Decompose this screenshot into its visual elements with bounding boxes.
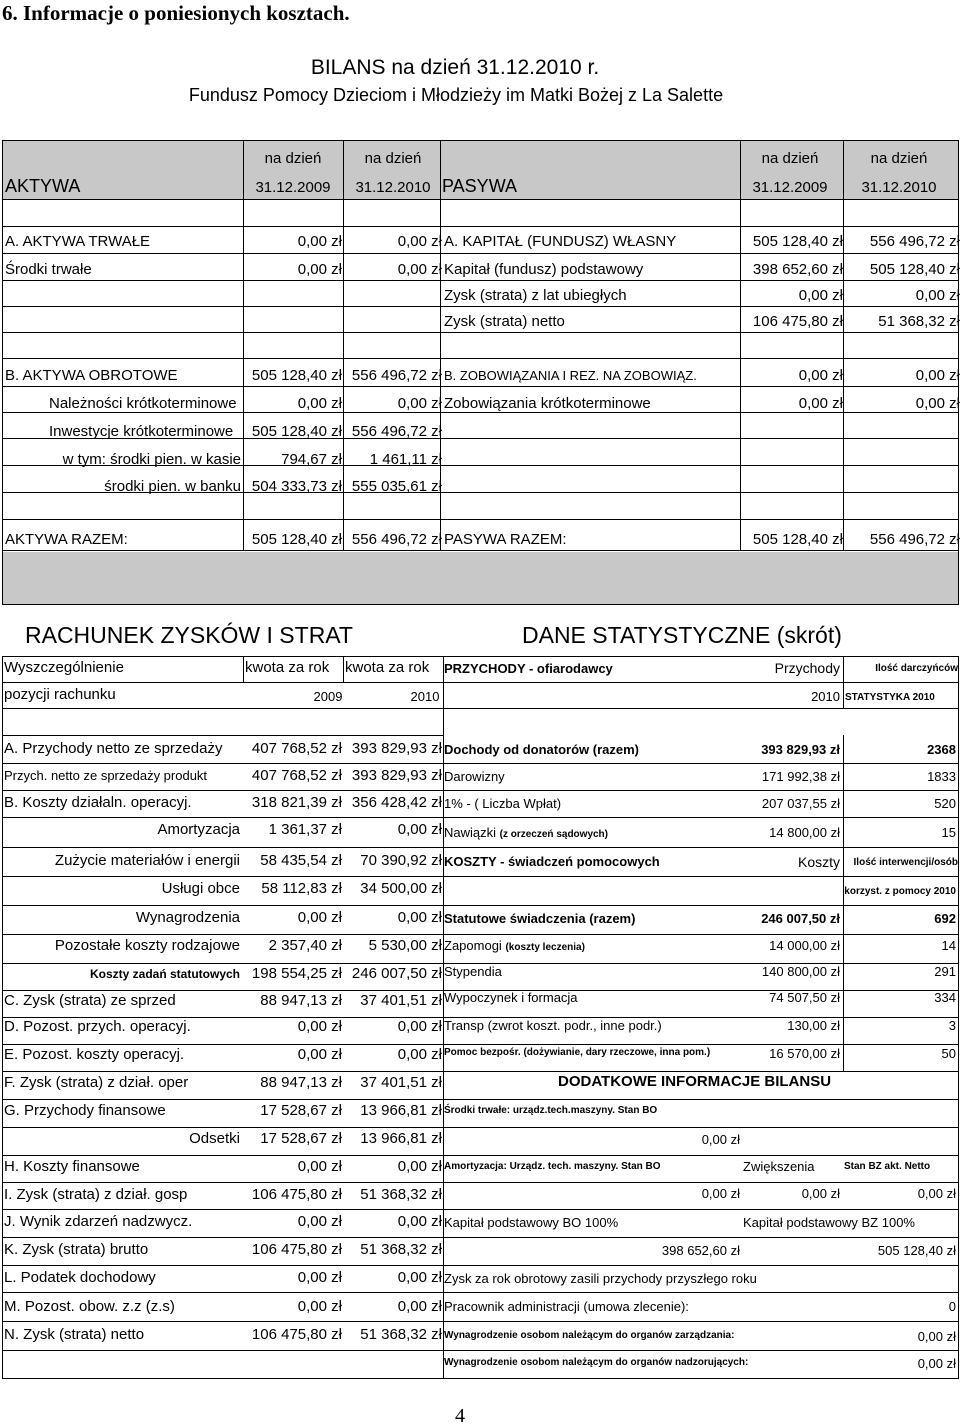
wyn-zarzadzania-value: 0,00 zł (917, 1329, 956, 1344)
rzis-row-2010: 51 368,32 zł (360, 1241, 442, 1258)
rzis-row-2009: 58 112,83 zł (261, 880, 342, 897)
rzis-row-2009: 88 947,13 zł (260, 1074, 342, 1091)
pasywa-razem-2009: 505 128,40 zł (752, 531, 843, 548)
grid-line (443, 1378, 959, 1379)
year-2009: 2009 (313, 689, 343, 704)
rzis-row-label: A. Przychody netto ze sprzedaży (4, 740, 223, 757)
rzis-row-2010: 34 500,00 zł (360, 880, 442, 897)
grid-line (2, 412, 959, 413)
rzis-row-label: H. Koszty finansowe (4, 1158, 140, 1175)
grid-line (2, 905, 443, 906)
grid-line (2, 790, 443, 791)
kapital-wlasny-2010: 556 496,72 zł (869, 233, 960, 250)
grid-line (443, 1237, 959, 1238)
kapital-bz-value: 505 128,40 zł (877, 1243, 956, 1258)
bank-2010: 555 035,61 zł (351, 478, 442, 495)
aktywa-razem-2010: 556 496,72 zł (351, 531, 442, 548)
naleznosci-2010: 0,00 zł (397, 395, 442, 412)
kapital-bz-label: Kapitał podstawowy BZ 100% (743, 1215, 915, 1230)
wplat-label: 1% - ( Liczba Wpłat) (444, 796, 562, 811)
kasa-2009: 794,67 zł (281, 451, 342, 468)
rzis-row-2010: 393 829,93 zł (351, 767, 442, 784)
rzis-row-2010: 37 401,51 zł (360, 1074, 442, 1091)
darczyncow-col: Ilość darczyńców (875, 663, 958, 674)
rzis-row-label: E. Pozost. koszty operacyj. (4, 1046, 185, 1063)
organization-name: Fundusz Pomocy Dzieciom i Młodzieży im Matki Bożej z La Salette (188, 85, 724, 105)
grid-line (2, 358, 959, 359)
zysk-netto-2010: 51 368,32 zł (878, 313, 960, 330)
pomoc-value: 16 570,00 zł (769, 1046, 840, 1061)
statystyka-2010: STATYSTYKA 2010 (845, 692, 935, 703)
aktywa-razem-label: AKTYWA RAZEM: (5, 531, 128, 548)
rzis-row-2010: 0,00 zł (397, 1269, 442, 1286)
rzis-row-2009: 0,00 zł (297, 1269, 342, 1286)
pasywa-header: PASYWA (442, 176, 518, 196)
aktywa-trwale-2010: 0,00 zł (397, 233, 442, 250)
rzis-row-2009: 407 768,52 zł (251, 767, 342, 784)
rzis-row-2010: 0,00 zł (397, 1298, 442, 1315)
rzis-row-2009: 0,00 zł (297, 1018, 342, 1035)
page-number: 4 (455, 1405, 465, 1427)
grid-line (443, 682, 959, 683)
rzis-row-2009: 106 475,80 zł (251, 1326, 342, 1343)
rzis-row-label: Amortyzacja (157, 821, 240, 838)
grid-line (2, 1321, 443, 1322)
korzyst-col: korzyst. z pomocy 2010 (844, 886, 956, 897)
srodki-trwale-2009: 0,00 zł (297, 261, 342, 278)
aktywa-header: AKTYWA (5, 176, 81, 196)
rzis-row-2009: 88 947,13 zł (260, 992, 342, 1009)
zobowiazania-krotko-2009: 0,00 zł (798, 395, 843, 412)
rzis-row-2009: 407 768,52 zł (251, 740, 342, 757)
zwiekszenia-label: Zwiększenia (743, 1159, 815, 1174)
kapital-podstawowy-2010: 505 128,40 zł (869, 261, 960, 278)
rzis-row-2009: 318 821,39 zł (251, 794, 342, 811)
rzis-row-2010: 0,00 zł (397, 821, 442, 838)
aktywa-trwale-label: A. AKTYWA TRWAŁE (5, 233, 151, 250)
darowizny-label: Darowizny (444, 769, 505, 784)
zapomogi-label (444, 939, 585, 953)
pozycji-rachunku-label: pozycji rachunku (4, 686, 116, 703)
zapomogi-note: (koszty leczenia) (505, 942, 585, 953)
amort-zwiekszenia-value: 0,00 zł (801, 1186, 840, 1201)
grid-line (2, 990, 443, 991)
rzis-row-2010: 0,00 zł (397, 909, 442, 926)
zysk-lat-ubieglych-label: Zysk (strata) z lat ubiegłych (444, 287, 627, 304)
col-date-2009: 31.12.2009 (255, 179, 331, 196)
pasywa-razem-label: PASYWA RAZEM: (444, 531, 567, 548)
col-date-2010: 31.12.2010 (355, 179, 431, 196)
darowizny-count: 1833 (927, 769, 956, 784)
nawiazki-note: (z orzeczeń sądowych) (499, 829, 608, 840)
rzis-row-label: Usługi obce (161, 880, 240, 897)
grid-line (243, 656, 244, 682)
rzis-row-label: G. Przychody finansowe (4, 1102, 166, 1119)
stat-year-2010: 2010 (811, 689, 840, 704)
srodki-trwale-2010: 0,00 zł (397, 261, 442, 278)
stan-bz-label: Stan BZ akt. Netto (844, 1161, 931, 1172)
amort-bo-value: 0,00 zł (701, 1186, 740, 1201)
kwota-2009-header: kwota za rok (245, 659, 330, 676)
rzis-row-label: D. Pozost. przych. operacyj. (4, 1018, 191, 1035)
zapomogi-count: 14 (941, 938, 956, 953)
rzis-row-2010: 13 966,81 zł (360, 1130, 442, 1147)
grid-line (2, 332, 959, 333)
grid-line (2, 226, 959, 227)
pracownik-value: 0 (948, 1299, 956, 1314)
naleznosci-label: Należności krótkoterminowe (49, 395, 237, 412)
statutowe-count: 692 (934, 911, 956, 926)
rzis-row-2010: 356 428,42 zł (351, 794, 442, 811)
pasywa-razem-2010: 556 496,72 zł (869, 531, 960, 548)
year-2010: 2010 (410, 689, 440, 704)
grid-line (2, 735, 443, 736)
inwestycje-2010: 556 496,72 zł (351, 423, 442, 440)
col-date-2009-pasywa: 31.12.2009 (752, 179, 828, 196)
col-na-dzien-3: na dzień (761, 150, 819, 167)
rzis-row-2009: 58 435,54 zł (260, 852, 342, 869)
zysk-netto-label: Zysk (strata) netto (444, 313, 565, 330)
grid-line (2, 306, 959, 307)
rzis-row-2010: 51 368,32 zł (360, 1186, 442, 1203)
kapital-podstawowy-label: Kapitał (fundusz) podstawowy (444, 261, 644, 278)
nawiazki-label (444, 826, 608, 840)
aktywa-obrotowe-2010: 556 496,72 zł (351, 367, 442, 384)
statutowe-label: Statutowe świadczenia (razem) (444, 911, 636, 926)
rzis-row-2009: 198 554,25 zł (251, 965, 342, 982)
rzis-title: RACHUNEK ZYSKÓW I STRAT (25, 622, 353, 648)
kapital-bo-label: Kapitał podstawowy BO 100% (444, 1215, 619, 1230)
grid-line (443, 847, 959, 848)
wypoczynek-label: Wypoczynek i formacja (444, 990, 578, 1005)
grid-line (443, 1044, 959, 1045)
grid-line (2, 708, 443, 709)
grid-line (2, 1350, 443, 1351)
grid-line (2, 934, 443, 935)
grid-line (2, 1155, 443, 1156)
grid-line (2, 763, 443, 764)
grid-line (443, 876, 959, 877)
zysk-note: Zysk za rok obrotowy zasili przychody przyszłego roku (444, 1271, 757, 1286)
grid-line (443, 763, 959, 764)
grid-line (2, 550, 959, 551)
nawiazki-text: Nawiązki (444, 825, 497, 840)
dochody-label: Dochody od donatorów (razem) (444, 742, 639, 757)
grid-line (2, 1071, 443, 1072)
rzis-row-2009: 1 361,37 zł (268, 821, 342, 838)
rzis-row-2010: 51 368,32 zł (360, 1326, 442, 1343)
dodatkowe-title: DODATKOWE INFORMACJE BILANSU (558, 1073, 832, 1090)
grid-line (443, 1350, 959, 1351)
statutowe-value: 246 007,50 zł (761, 911, 840, 926)
wplat-value: 207 037,55 zł (761, 796, 840, 811)
zobowiazania-krotko-label: Zobowiązania krótkoterminowe (444, 395, 651, 412)
grid-line (2, 682, 443, 683)
zapomogi-value: 14 000,00 zł (769, 938, 840, 953)
zobowiazania-krotko-2010: 0,00 zł (915, 395, 960, 412)
grid-line (2, 253, 959, 254)
rzis-row-2009: 2 357,40 zł (268, 937, 342, 954)
pracownik-label: Pracownik administracji (umowa zlecenie): (444, 1299, 689, 1314)
grid-line (443, 905, 959, 906)
kapital-podstawowy-2009: 398 652,60 zł (752, 261, 843, 278)
grid-line (443, 708, 959, 709)
przychody-col: Przychody (774, 660, 840, 676)
grid-line (2, 656, 443, 657)
rzis-row-2010: 0,00 zł (397, 1046, 442, 1063)
rzis-row-2009: 106 475,80 zł (251, 1241, 342, 1258)
pomoc-label: Pomoc bezpośr. (dożywianie, dary rzeczowe, inna pom.) (444, 1047, 711, 1058)
zobowiazania-2009: 0,00 zł (798, 367, 843, 384)
grid-line (2, 140, 959, 141)
grid-line (2, 1265, 443, 1266)
grid-line (2, 280, 959, 281)
rzis-row-label: F. Zysk (strata) z dział. oper (4, 1074, 189, 1091)
wyn-nadzorujacych-value: 0,00 zł (917, 1356, 956, 1371)
nawiazki-value: 14 800,00 zł (769, 825, 840, 840)
rzis-row-label: L. Podatek dochodowy (4, 1269, 156, 1286)
kasa-label: w tym: środki pien. w kasie (62, 451, 241, 468)
grid-line (443, 934, 959, 935)
stat-title: DANE STATYSTYCZNE (skrót) (522, 622, 842, 648)
nawiazki-count: 15 (941, 825, 956, 840)
bilans-title: BILANS na dzień 31.12.2010 r. (310, 56, 600, 79)
kapital-wlasny-2009: 505 128,40 zł (752, 233, 843, 250)
col-na-dzien-4: na dzień (870, 150, 928, 167)
rzis-row-2010: 393 829,93 zł (351, 740, 442, 757)
grid-line (443, 656, 959, 657)
transp-label: Transp (zwrot koszt. podr., inne podr.) (444, 1018, 662, 1033)
grid-line (2, 847, 443, 848)
pomoc-count: 50 (941, 1046, 956, 1061)
rzis-row-2009: 0,00 zł (297, 1158, 342, 1175)
rzis-row-2010: 5 530,00 zł (368, 937, 442, 954)
rzis-row-2009: 0,00 zł (297, 909, 342, 926)
zobowiazania-label: B. ZOBOWIĄZANIA I REZ. NA ZOBOWIĄZ. (444, 368, 697, 383)
grid-line (2, 1099, 443, 1100)
rzis-row-label: C. Zysk (strata) ze sprzed (4, 992, 176, 1009)
grid-line (2, 604, 959, 605)
zobowiazania-2010: 0,00 zł (915, 367, 960, 384)
grid-line (2, 519, 959, 520)
rzis-row-2010: 246 007,50 zł (351, 965, 442, 982)
rzis-row-label: Wynagrodzenia (135, 909, 240, 926)
grid-line (443, 1182, 959, 1183)
amortyzacja-stan-label: Amortyzacja: Urządz. tech. maszyny. Stan BO (444, 1161, 661, 1172)
rzis-row-2009: 17 528,67 zł (260, 1102, 342, 1119)
aktywa-trwale-2009: 0,00 zł (297, 233, 342, 250)
grid-line (2, 140, 3, 604)
rzis-row-2010: 13 966,81 zł (360, 1102, 442, 1119)
rzis-row-2010: 37 401,51 zł (360, 992, 442, 1009)
srodki-trwale-stan-value: 0,00 zł (701, 1132, 740, 1147)
rzis-row-label: Koszty zadań statutowych (89, 967, 240, 981)
grid-line (2, 817, 443, 818)
bank-label: środki pien. w banku (104, 478, 241, 495)
stypendia-label: Stypendia (444, 964, 502, 979)
section-heading: 6. Informacje o poniesionych kosztach. (2, 1, 350, 25)
wyn-zarzadzania-label: Wynagrodzenie osobom należącym do organów zarządzania: (444, 1330, 735, 1341)
rzis-row-2009: 0,00 zł (297, 1046, 342, 1063)
grid-line (2, 386, 959, 387)
grid-line (443, 1321, 959, 1322)
kwota-2010-header: kwota za rok (345, 659, 430, 676)
inwestycje-2009: 505 128,40 zł (251, 423, 342, 440)
rzis-row-label: K. Zysk (strata) brutto (4, 1241, 149, 1258)
grid-line (2, 1044, 443, 1045)
kasa-2010: 1 461,11 zł (369, 451, 442, 468)
rzis-row-label: N. Zysk (strata) netto (4, 1326, 145, 1343)
wplat-count: 520 (934, 796, 956, 811)
koszty-col: Koszty (797, 854, 840, 870)
grid-line (2, 199, 959, 200)
rzis-row-2010: 0,00 zł (397, 1158, 442, 1175)
aktywa-razem-2009: 505 128,40 zł (251, 531, 342, 548)
grid-line (443, 1099, 959, 1100)
grid-line (443, 1265, 959, 1266)
col-na-dzien-1: na dzień (264, 150, 322, 167)
wyn-nadzorujacych-label: Wynagrodzenie osobom należącym do organów nadzorujących: (444, 1357, 749, 1368)
inwestycje-label: Inwestycje krótkoterminowe (49, 423, 234, 440)
grid-line (2, 1209, 443, 1210)
grid-line (443, 1071, 959, 1072)
srodki-trwale-label: Środki trwałe (5, 261, 92, 278)
rzis-row-label: Pozostałe koszty rodzajowe (54, 937, 240, 954)
grid-line (443, 1155, 959, 1156)
grid-line (443, 1209, 959, 1210)
grid-line (2, 876, 443, 877)
rzis-row-2009: 0,00 zł (297, 1298, 342, 1315)
zapomogi-text: Zapomogi (444, 938, 502, 953)
bank-2009: 504 333,73 zł (251, 478, 342, 495)
interwencji-col: Ilość interwencji/osób (853, 857, 958, 868)
wypoczynek-value: 74 507,50 zł (769, 990, 840, 1005)
grid-line (443, 1127, 959, 1128)
rzis-row-2009: 106 475,80 zł (251, 1186, 342, 1203)
rzis-row-2010: 70 390,92 zł (360, 852, 442, 869)
rzis-row-label: J. Wynik zdarzeń nadzwycz. (4, 1213, 193, 1230)
stypendia-count: 291 (934, 964, 956, 979)
kapital-bo-value: 398 652,60 zł (661, 1243, 740, 1258)
darowizny-value: 171 992,38 zł (761, 769, 840, 784)
kapital-wlasny-label: A. KAPITAŁ (FUNDUSZ) WŁASNY (444, 233, 677, 250)
rzis-row-2009: 0,00 zł (297, 1213, 342, 1230)
rzis-row-label: I. Zysk (strata) z dział. gosp (4, 1186, 188, 1203)
col-na-dzien-2: na dzień (364, 150, 422, 167)
aktywa-obrotowe-label: B. AKTYWA OBROTOWE (5, 367, 178, 384)
rzis-row-label: Odsetki (189, 1130, 240, 1147)
zysk-netto-2009: 106 475,80 zł (752, 313, 843, 330)
grid-line (443, 963, 959, 964)
zysk-lat-ubieglych-2009: 0,00 zł (798, 287, 843, 304)
aktywa-obrotowe-2009: 505 128,40 zł (251, 367, 342, 384)
dochody-count: 2368 (927, 742, 956, 757)
zysk-lat-ubieglych-2010: 0,00 zł (915, 287, 960, 304)
col-date-2010-pasywa: 31.12.2010 (861, 179, 937, 196)
transp-count: 3 (948, 1018, 956, 1033)
grid-line (343, 656, 344, 682)
grid-line (443, 817, 959, 818)
grid-line (2, 1237, 443, 1238)
srodki-trwale-stan-label: Środki trwałe: urządz.tech.maszyny. Stan BO (444, 1105, 658, 1116)
grid-line (2, 963, 443, 964)
grid-line (2, 1182, 443, 1183)
rzis-row-2010: 0,00 zł (397, 1018, 442, 1035)
naleznosci-2009: 0,00 zł (297, 395, 342, 412)
wypoczynek-count: 334 (934, 990, 956, 1005)
dochody-value: 393 829,93 zł (761, 742, 840, 757)
rzis-row-2009: 17 528,67 zł (260, 1130, 342, 1147)
grid-line (2, 1292, 443, 1293)
grid-line (443, 790, 959, 791)
bilans-footer-band (2, 552, 958, 604)
rzis-row-label: Przych. netto ze sprzedaży produkt (4, 768, 208, 783)
grid-line (2, 1378, 443, 1379)
rzis-row-2010: 0,00 zł (397, 1213, 442, 1230)
przychody-header: PRZYCHODY - ofiarodawcy (444, 661, 613, 676)
grid-line (443, 1292, 959, 1293)
koszty-header: KOSZTY - świadczeń pomocowych (444, 854, 660, 869)
rzis-row-label: B. Koszty działaln. operacyj. (4, 794, 192, 811)
grid-line (2, 1127, 443, 1128)
amort-bz-value: 0,00 zł (917, 1186, 956, 1201)
rzis-row-label: M. Pozost. obow. z.z (z.s) (4, 1298, 175, 1315)
wyszczegolnienie-label: Wyszczególnienie (4, 659, 124, 676)
rzis-row-label: Zużycie materiałów i energii (54, 852, 240, 869)
transp-value: 130,00 zł (787, 1018, 840, 1033)
stypendia-value: 140 800,00 zł (761, 964, 840, 979)
